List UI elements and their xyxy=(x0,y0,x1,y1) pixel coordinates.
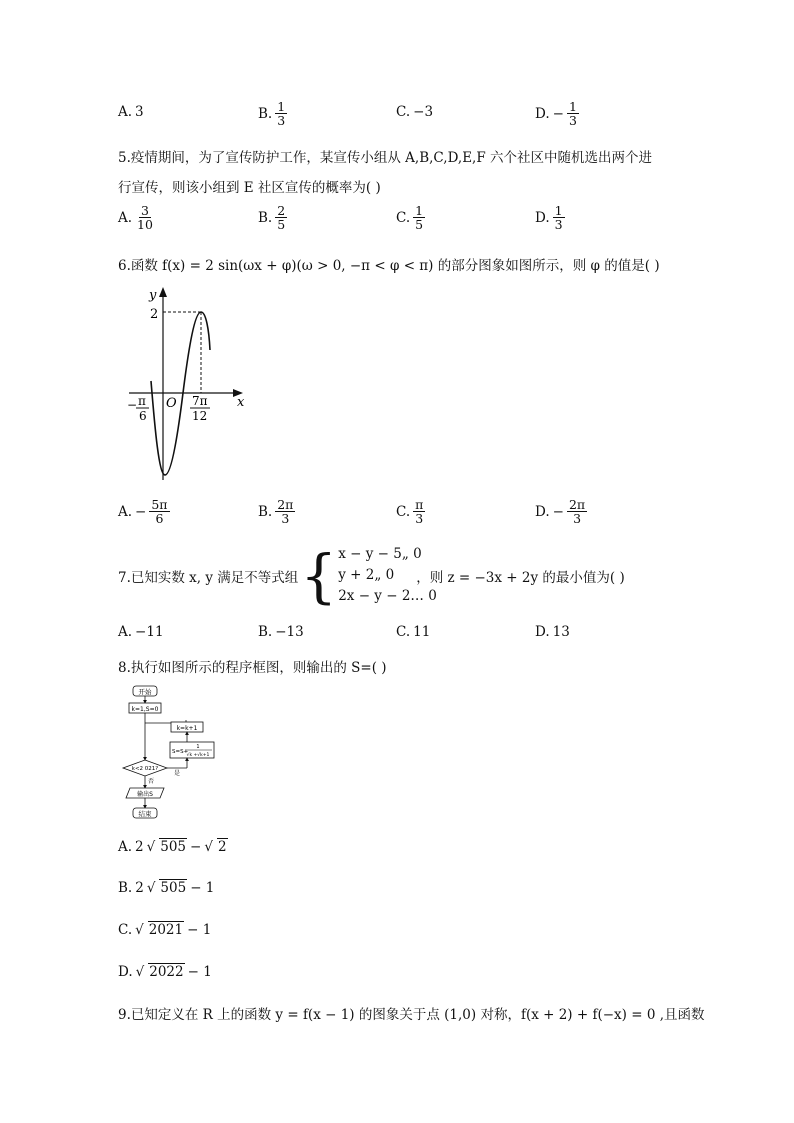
svg-text:√k +√k+1: √k +√k+1 xyxy=(186,753,210,758)
q8-option-c: C. √ 2021 − 1 xyxy=(118,921,212,938)
svg-text:开始: 开始 xyxy=(138,688,152,696)
q8-stem: 8.执行如图所示的程序框图，则输出的 S=( ) xyxy=(118,660,387,676)
q5-option-b: B. $\frac{2}{5}$ xyxy=(258,203,286,233)
q5-stem-line2: 行宣传，则该小组到 E 社区宣传的概率为( ) xyxy=(118,180,381,196)
peak-label: 2 xyxy=(150,307,159,322)
q5-option-c: C. $\frac{1}{5}$ xyxy=(396,203,424,233)
q7-option-a: A. −11 xyxy=(118,624,164,640)
q5-option-a: A. $\frac{3}{10}$ xyxy=(118,203,153,233)
q7-option-d: D. 13 xyxy=(535,624,570,640)
svg-text:k=1,S=0: k=1,S=0 xyxy=(131,706,159,713)
q6-stem: 6.函数 f(x) = 2 sin(ωx + φ)(ω > 0, −π < φ < π) 的部分图象如图所示，则 φ 的值是( ) xyxy=(118,258,660,274)
q8-option-a: A. 2 √ 505 − √ 2 xyxy=(118,838,227,855)
svg-text:否: 否 xyxy=(148,778,155,785)
inequality-system: x − y − 5„ 0 y + 2„ 0 2x − y − 2… 0 xyxy=(338,546,437,604)
q8-option-d: D. √ 2022 − 1 xyxy=(118,963,212,980)
origin-label: O xyxy=(166,396,177,411)
q8-flowchart xyxy=(118,684,223,824)
q7-option-b: B. −13 xyxy=(258,624,304,640)
left-tick-num: π xyxy=(138,394,146,408)
q4-option-b: B. $\frac{1}{3}$ xyxy=(258,99,286,129)
right-tick-den: 12 xyxy=(192,409,208,423)
q4-option-d: D. − $\frac{1}{3}$ xyxy=(535,99,577,129)
q7-suffix: ，则 z = −3x + 2y 的最小值为( ) xyxy=(416,569,625,586)
q7-option-c: C. 11 xyxy=(396,624,431,640)
svg-text:k<2 021?: k<2 021? xyxy=(131,766,159,772)
q4-option-c: C. −3 xyxy=(396,104,434,120)
svg-text:S=S+: S=S+ xyxy=(172,749,189,755)
system-brace: { xyxy=(300,541,338,610)
svg-text:1: 1 xyxy=(196,744,200,750)
right-tick-num: 7π xyxy=(192,394,208,408)
svg-text:k=k+1: k=k+1 xyxy=(176,725,198,732)
svg-text:输出S: 输出S xyxy=(137,791,153,798)
q7-prefix: 7.已知实数 x, y 满足不等式组 xyxy=(118,569,299,586)
q8-option-b: B. 2 √ 505 − 1 xyxy=(118,879,215,896)
q7-stem xyxy=(118,541,625,610)
y-axis-label: y xyxy=(149,288,157,303)
q6-option-d: D. − $\frac{2\pi}{3}$ xyxy=(535,497,586,527)
q6-option-b: B. $\frac{2\pi}{3}$ xyxy=(258,497,294,527)
left-tick-sign: − xyxy=(127,398,138,412)
q6-sine-graph xyxy=(125,285,250,490)
q5-stem-line1: 5.疫情期间，为了宣传防护工作，某宣传小组从 A,B,C,D,E,F 六个社区中随机选出两个进 xyxy=(118,150,653,166)
q6-option-c: C. $\frac{\pi}{3}$ xyxy=(396,497,424,527)
svg-text:结束: 结束 xyxy=(138,810,152,818)
x-axis-label: x xyxy=(237,395,245,410)
y-axis-arrow xyxy=(159,287,167,297)
q6-option-a: A. − $\frac{5\pi}{6}$ xyxy=(118,497,168,527)
q4-option-a: A. 3 xyxy=(118,104,144,120)
q5-option-d: D. $\frac{1}{3}$ xyxy=(535,203,563,233)
svg-text:是: 是 xyxy=(174,770,181,777)
q9-stem: 9.已知定义在 R 上的函数 y = f(x − 1) 的图象关于点 (1,0) 对称，f(x + 2) + f(−x) = 0 ,且函数 xyxy=(118,1007,705,1023)
left-tick-den: 6 xyxy=(139,409,147,423)
